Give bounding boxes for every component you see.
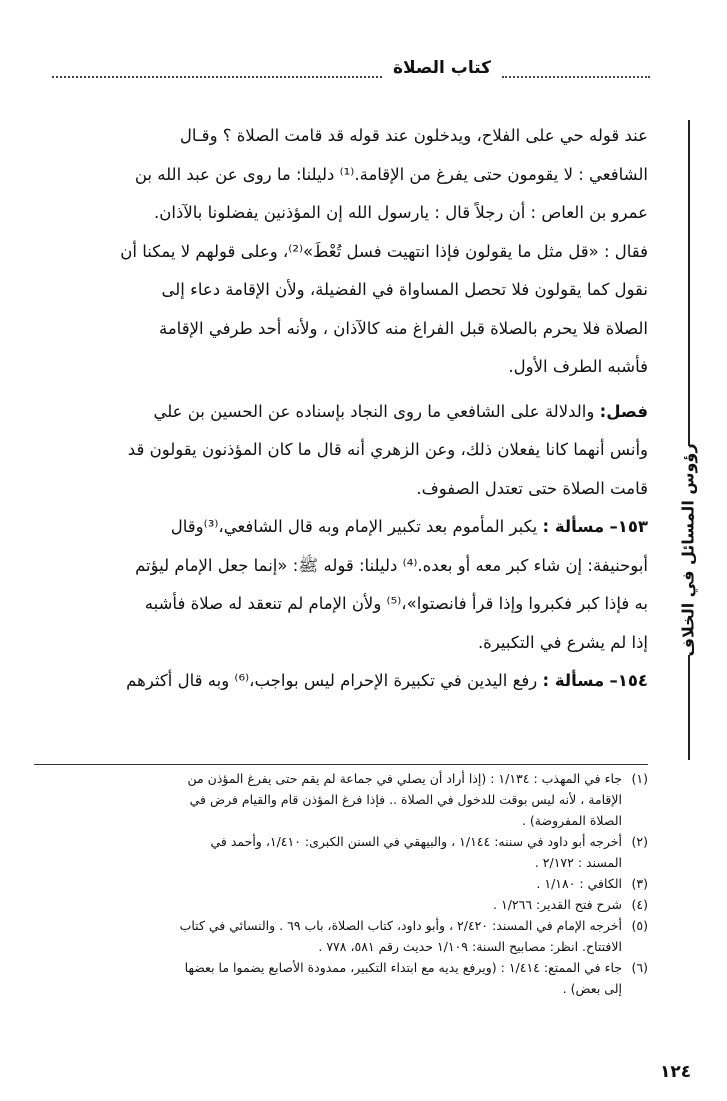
footnote-line — [34, 768, 648, 789]
footnote-text: شرح فتح القدير: ١/٢٦٦ . — [493, 897, 622, 912]
fasl-line — [34, 393, 648, 432]
body-line: عمرو بن العاص : أن رجلاً قال : يارسول الله إن المؤذنين يفضلونا بالآذان. — [154, 203, 648, 222]
running-title: كتاب الصلاة — [392, 58, 492, 78]
masala-153-line: إذا لم يشرع في التكبيرة. — [477, 632, 648, 652]
footnotes — [34, 768, 648, 999]
footnote-number: (٢) — [631, 834, 648, 849]
page-number: ١٢٤ — [660, 1062, 692, 1082]
footnote-number: (٥) — [631, 918, 648, 933]
body-line: فأشبه الطرف الأول. — [508, 357, 648, 376]
main-text — [34, 117, 648, 701]
masala-153-line: أبوحنيفة: إن شاء كبر معه أو بعده.⁽⁴⁾ دليلنا: قوله ﷺ: «إنما جعل الإمام ليؤتم — [135, 555, 648, 575]
body-line: عند قوله حي على الفلاح، ويدخلون عند قوله قد قامت الصلاة ؟ وقـال — [179, 126, 648, 145]
footnote-text: أخرجه أبو داود في سننه: ١/١٤٤ ، والبيهقي في السنن الكبرى: ١/٤١٠، وأحمد في — [210, 834, 622, 849]
masala-153-label: مسألة : — [542, 517, 605, 536]
masala-154-line — [34, 662, 648, 701]
footnote-line — [34, 894, 648, 915]
footnote-number: (١) — [631, 771, 648, 786]
side-rule-top — [688, 120, 690, 446]
footnote-number: (٤) — [631, 897, 648, 912]
footnote-line: إلى بعض) . — [562, 981, 622, 996]
masala-153-line — [34, 508, 648, 547]
fasl-label: فصل: — [599, 401, 648, 421]
side-rule-bottom — [688, 655, 690, 760]
header-dotted-rule-left — [52, 76, 382, 78]
footnote-number: (٣) — [631, 876, 648, 891]
footnote-line — [34, 831, 648, 852]
footnote-line: المسند : ٢/١٧٢ . — [534, 855, 622, 870]
masala-154-label: مسألة : — [542, 671, 605, 690]
masala-153-number: ١٥٣– — [609, 517, 648, 536]
footnote-line — [34, 873, 648, 894]
fasl-text: والدلالة على الشافعي ما روى النجاد بإسناده عن الحسين بن علي — [153, 401, 595, 421]
footnote-number: (٦) — [631, 960, 648, 975]
footnote-line: الصلاة المفروضة) . — [521, 813, 622, 828]
masala-153-line: به فإذا كبر فكبروا وإذا قرأ فانصتوا»،⁽⁵⁾ ولأن الإمام لم تنعقد له صلاة فأشبه — [144, 594, 648, 613]
side-title — [663, 443, 713, 657]
header-dotted-rule-right — [502, 76, 650, 78]
footnote-line — [34, 915, 648, 936]
footnote-text: أخرجه الإمام في المسند: ٢/٤٢٠ ، وأبو داود، كتاب الصلاة، باب ٦٩ . والنسائي في كتاب — [179, 918, 622, 933]
footnote-text: جاء في الممتع: ١/٤١٤ : (ويرفع يديه مع ابتداء التكبير، ممدودة الأصابع يضموا ما بعضها — [184, 960, 622, 975]
body-line: الشافعي : لا يقومون حتى يفرغ من الإقامة.⁽¹⁾ دليلنا: ما روى عن عبد الله بن — [134, 164, 648, 184]
masala-154-number: ١٥٤– — [609, 671, 648, 690]
masala-154-text: رفع اليدين في تكبيرة الإحرام ليس بواجب،⁽⁶⁾ وبه قال أكثرهم — [126, 671, 538, 690]
body-line: فقال : «قل مثل ما يقولون فإذا انتهيت فسل تُعْطَ»⁽²⁾، وعلى قولهم لا يمكنا أن — [120, 241, 648, 261]
body-line: نقول كما يقولون فلا تحصل المساواة في الفضيلة، ولأن الإقامة دعاء إلى — [161, 280, 648, 299]
footnote-line: الإقامة ، لأنه ليس بوقت للدخول في الصلاة .. فإذا فرغ المؤذن قام والقيام فرض في — [189, 792, 622, 807]
footnote-rule — [34, 764, 648, 765]
body-line: الصلاة فلا يحرم بالصلاة قبل الفراغ منه كالآذان ، ولأنه أحد طرفي الإقامة — [158, 318, 648, 338]
footnote-line: الافتتاح. انظر: مصابيح السنة: ١/١٠٩ حديث رقم ٥٨١، ٧٧٨ . — [318, 939, 622, 954]
footnote-text: جاء في المهذب : ١/١٣٤ : (إذا أراد أن يصلي في جماعة لم يقم حتى يفرغ المؤذن من — [187, 771, 622, 786]
masala-153-text: يكبر المأموم بعد تكبير الإمام وبه قال الشافعي،⁽³⁾وقال — [170, 517, 538, 536]
fasl-line: وأنس أنهما كانا يفعلان ذلك، وعن الزهري أنه قال ما كان المؤذنون يقولون قد — [127, 440, 648, 459]
footnote-text: الكافي : ١/١٨٠ . — [536, 876, 622, 891]
fasl-line: قامت الصلاة حتى تعتدل الصفوف. — [416, 478, 648, 498]
footnote-line — [34, 957, 648, 978]
side-title-text: رؤوس المسائل في الخلاف — [678, 443, 698, 657]
